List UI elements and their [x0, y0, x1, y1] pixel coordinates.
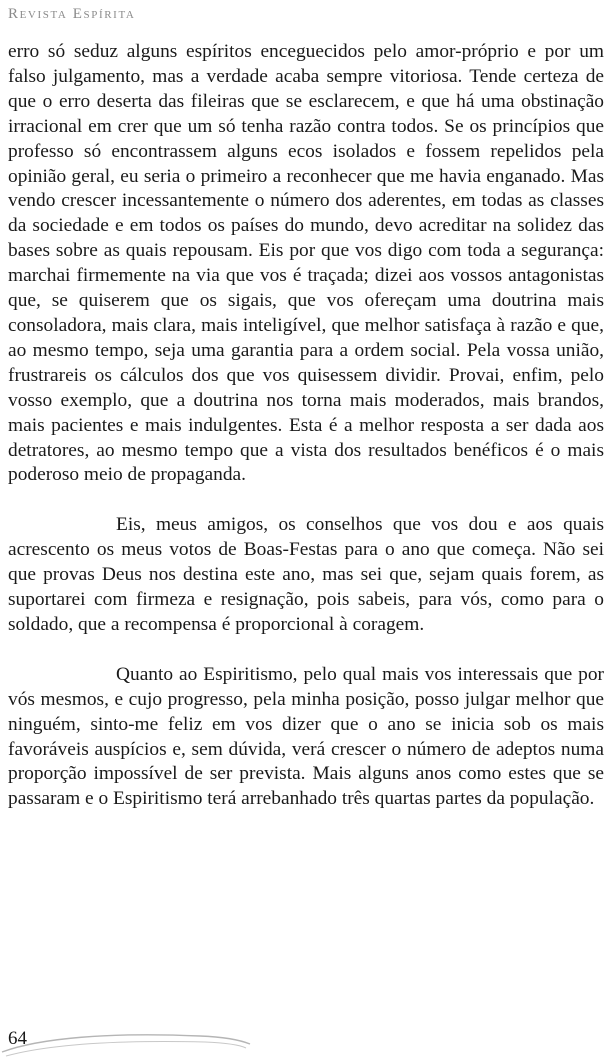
paragraph-spacer — [8, 488, 604, 513]
paragraph-spacer — [8, 638, 604, 663]
running-title: Revista Espírita — [8, 6, 136, 22]
page-footer — [0, 1022, 611, 1061]
body-paragraph-3: Quanto ao Espiritismo, pelo qual mais vos interessais que por vós mesmos, e cujo progresso, pela minha posição, posso julgar melhor que ninguém, sinto-me feliz em vos dizer que o ano se inicia sob os mais favoráveis auspícios e, sem dúvida, verá crescer o número de adeptos numa proporção impossível de ser prevista. Mais alguns anos como estes que se passaram e o Espiritismo terá arrebanhado três quartas partes da população. — [8, 663, 604, 810]
page-body — [8, 40, 604, 812]
swoosh-ornament-icon — [0, 1022, 260, 1061]
running-header — [8, 6, 135, 23]
body-paragraph-1: erro só seduz alguns espíritos enceguecidos pelo amor-próprio e por um falso julgamento, mas a verdade acaba sempre vitoriosa. Tende certeza de que o erro deserta das fileiras que se esclarecem, e que há uma obstinação irracional em crer que um só tenha razão contra todos. Se os princípios que professo só encontrassem alguns ecos isolados e fossem repelidos pela opinião geral, eu seria o primeiro a reconhecer que me havia enganado. Mas vendo crescer incessantemente o número dos aderentes, em todas as classes da sociedade e em todos os países do mundo, devo acreditar na solidez das bases sobre as quais repousam. Eis por que vos digo com toda a segurança: marchai firmemente na via que vos é traçada; dizei aos vossos antagonistas que, se quiserem que os sigais, que vos ofereçam uma doutrina mais consoladora, mais clara, mais inteligível, que melhor satisfaça à razão e que, ao mesmo tempo, seja uma garantia para a ordem social. Pela vossa união, frustrareis os cálculos dos que vos quisessem dividir. Provai, enfim, pelo vosso exemplo, que a doutrina nos torna mais moderados, mais brandos, mais pacientes e mais indulgentes. Esta é a melhor resposta a ser dada aos detratores, ao mesmo tempo que a vista dos resultados benéficos é o mais poderoso meio de propaganda. — [8, 41, 604, 486]
page-number: 64 — [8, 1028, 27, 1049]
body-paragraph-2: Eis, meus amigos, os conselhos que vos dou e aos quais acrescento os meus votos de Boas-Festas para o ano que começa. Não sei que provas Deus nos destina este ano, mas sei que, sejam quais forem, as suportarei com firmeza e resignação, pois sabeis, para vós, como para o soldado, que a recompensa é proporcional à coragem. — [8, 514, 604, 635]
